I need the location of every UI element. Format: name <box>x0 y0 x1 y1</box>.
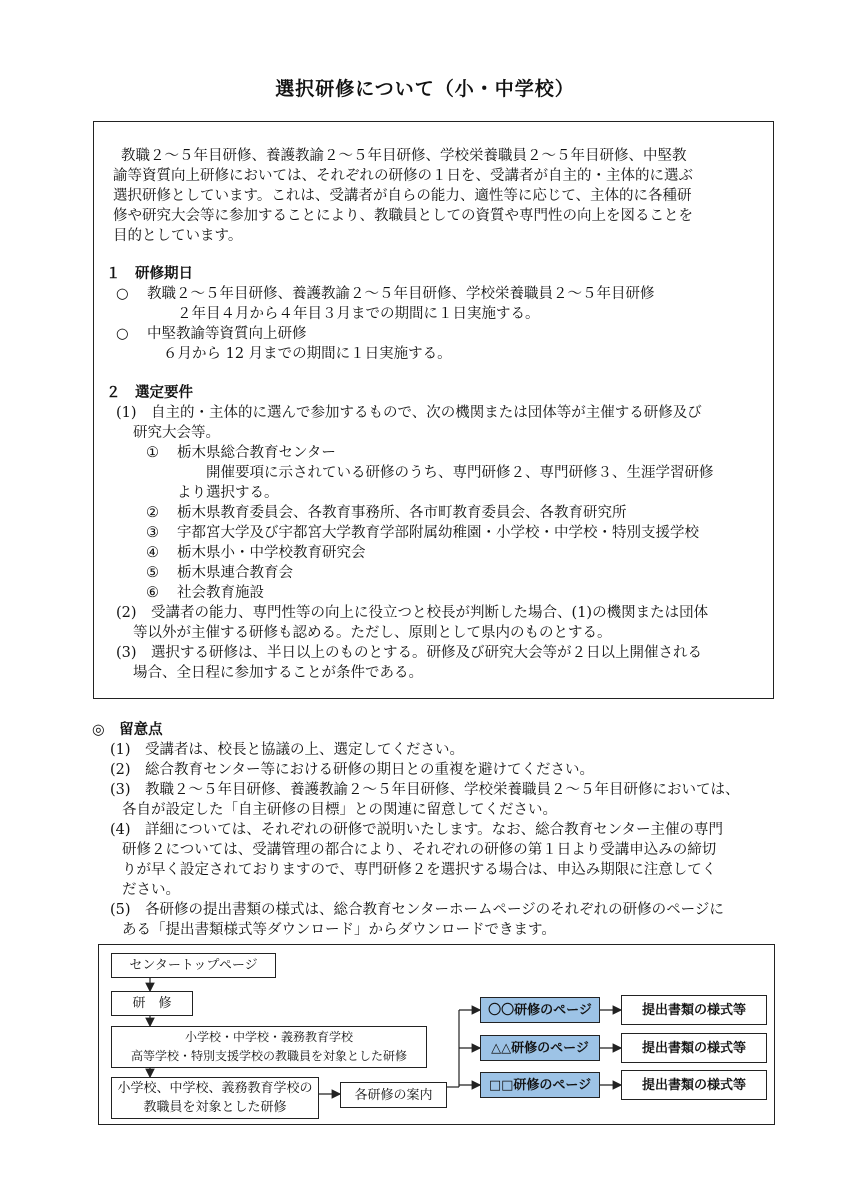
page-title: 選択研修について（小・中学校） <box>275 78 575 100</box>
org-detail: 開催要項に示されている研修のうち、専門研修２、専門研修３、生涯学習研修 <box>206 465 714 481</box>
intro-line: 修や研究大会等に参加することにより、教職員としての資質や専門性の向上を図ることを <box>113 208 693 224</box>
lower-target-line: 小学校、中学校、義務教育学校の <box>117 1081 313 1096</box>
bullet-icon: ○ <box>116 286 129 302</box>
note-line: 各自が設定した「自主研修の目標」との関連に留意してください。 <box>122 802 557 818</box>
section-heading: ２ 選定要件 <box>106 385 193 401</box>
guide-link[interactable]: 各研修の案内 <box>340 1082 447 1108</box>
note-line: (4) 詳細については、それぞれの研修で説明いたします。なお、総合教育センター主催の専門 <box>110 822 724 838</box>
note-line: (1) 受講者は、校長と協議の上、選定してください。 <box>110 742 465 758</box>
org-number: ② <box>146 505 159 521</box>
note-line: 研修２については、受講管理の都合により、それぞれの研修の第１日より受講申込みの締切 <box>122 842 717 858</box>
forms-download-link[interactable]: 提出書類の様式等 <box>621 995 767 1025</box>
intro-line: 諭等資質向上研修においては、それぞれの研修の１日を、受講者が自主的・主体的に選ぶ <box>113 168 693 184</box>
page-link-shikaku[interactable]: □□研修のページ <box>480 1072 600 1098</box>
org-detail: より選択する。 <box>177 485 279 501</box>
requirement-line: (3) 選択する研修は、半日以上のものとする。研修及び研究大会等が２日以上開催される <box>116 645 703 661</box>
kenshu-link[interactable]: 研 修 <box>111 991 193 1016</box>
note-line: ださい。 <box>122 882 180 898</box>
lower-target-box[interactable] <box>111 1077 319 1119</box>
org-item: 宇都宮大学及び宇都宮大学教育学部附属幼稚園・小学校・中学校・特別支援学校 <box>177 525 699 541</box>
requirement-line: 等以外が主催する研修も認める。ただし、原則として県内のものとする。 <box>133 625 612 641</box>
requirement-line: (2) 受講者の能力、専門性等の向上に役立つと校長が判断した場合、(1)の機関または団体 <box>116 605 709 621</box>
section-heading: １ 研修期日 <box>106 266 193 282</box>
intro-line: 目的としています。 <box>113 228 243 244</box>
upper-target-box[interactable] <box>111 1026 427 1068</box>
org-item: 栃木県小・中学校教育研究会 <box>177 545 366 561</box>
requirement-line: 場合、全日程に参加することが条件である。 <box>133 665 423 681</box>
org-item: 栃木県教育委員会、各教育事務所、各市町教育委員会、各教育研究所 <box>177 505 627 521</box>
bullet-icon: ○ <box>116 326 129 342</box>
note-line: ある「提出書類様式等ダウンロード」からダウンロードできます。 <box>122 922 556 938</box>
list-item: 教職２～５年目研修、養護教諭２～５年目研修、学校栄養職員２～５年目研修 <box>147 286 655 302</box>
page-link-maru[interactable]: 〇〇研修のページ <box>480 997 600 1023</box>
lower-target-line: 教職員を対象とした研修 <box>143 1100 287 1115</box>
list-item: 中堅教諭等資質向上研修 <box>147 326 307 342</box>
requirement-line: (1) 自主的・主体的に選んで参加するもので、次の機関または団体等が主催する研修及び <box>116 405 702 421</box>
org-number: ③ <box>146 525 159 541</box>
forms-download-link[interactable]: 提出書類の様式等 <box>621 1033 767 1063</box>
forms-download-link[interactable]: 提出書類の様式等 <box>621 1070 767 1100</box>
list-item-detail: ２年目４月から４年目３月までの期間に１日実施する。 <box>177 306 540 322</box>
org-number: ⑤ <box>146 565 159 581</box>
notes-heading: ◎ 留意点 <box>92 722 163 738</box>
note-line: (5) 各研修の提出書類の様式は、総合教育センターホームページのそれぞれの研修のページに <box>110 902 724 918</box>
intro-line: 教職２～５年目研修、養護教諭２～５年目研修、学校栄養職員２～５年目研修、中堅教 <box>121 148 687 164</box>
requirement-line: 研究大会等。 <box>133 425 220 441</box>
org-item: 栃木県総合教育センター <box>177 445 336 461</box>
org-number: ④ <box>146 545 159 561</box>
org-number: ① <box>146 445 159 461</box>
intro-line: 選択研修としています。これは、受講者が自らの能力、適性等に応じて、主体的に各種研 <box>113 188 692 204</box>
note-line: (3) 教職２～５年目研修、養護教諭２～５年目研修、学校栄養職員２～５年目研修においては、 <box>110 782 740 798</box>
org-item: 栃木県連合教育会 <box>177 565 293 581</box>
note-line: りが早く設定されておりますので、専門研修２を選択する場合は、申込み期限に注意してく <box>122 862 717 878</box>
upper-target-line: 小学校・中学校・義務教育学校 <box>184 1030 353 1044</box>
org-number: ⑥ <box>146 585 159 601</box>
center-top-page-link[interactable]: センタートップページ <box>111 953 276 978</box>
upper-target-line: 高等学校・特別支援学校の教職員を対象とした研修 <box>130 1049 407 1063</box>
note-line: (2) 総合教育センター等における研修の期日との重複を避けてください。 <box>110 762 594 778</box>
list-item-detail: ６月から 12 月までの期間に１日実施する。 <box>163 346 452 362</box>
org-item: 社会教育施設 <box>177 585 264 601</box>
page-link-sankaku[interactable]: △△研修のページ <box>480 1035 600 1061</box>
